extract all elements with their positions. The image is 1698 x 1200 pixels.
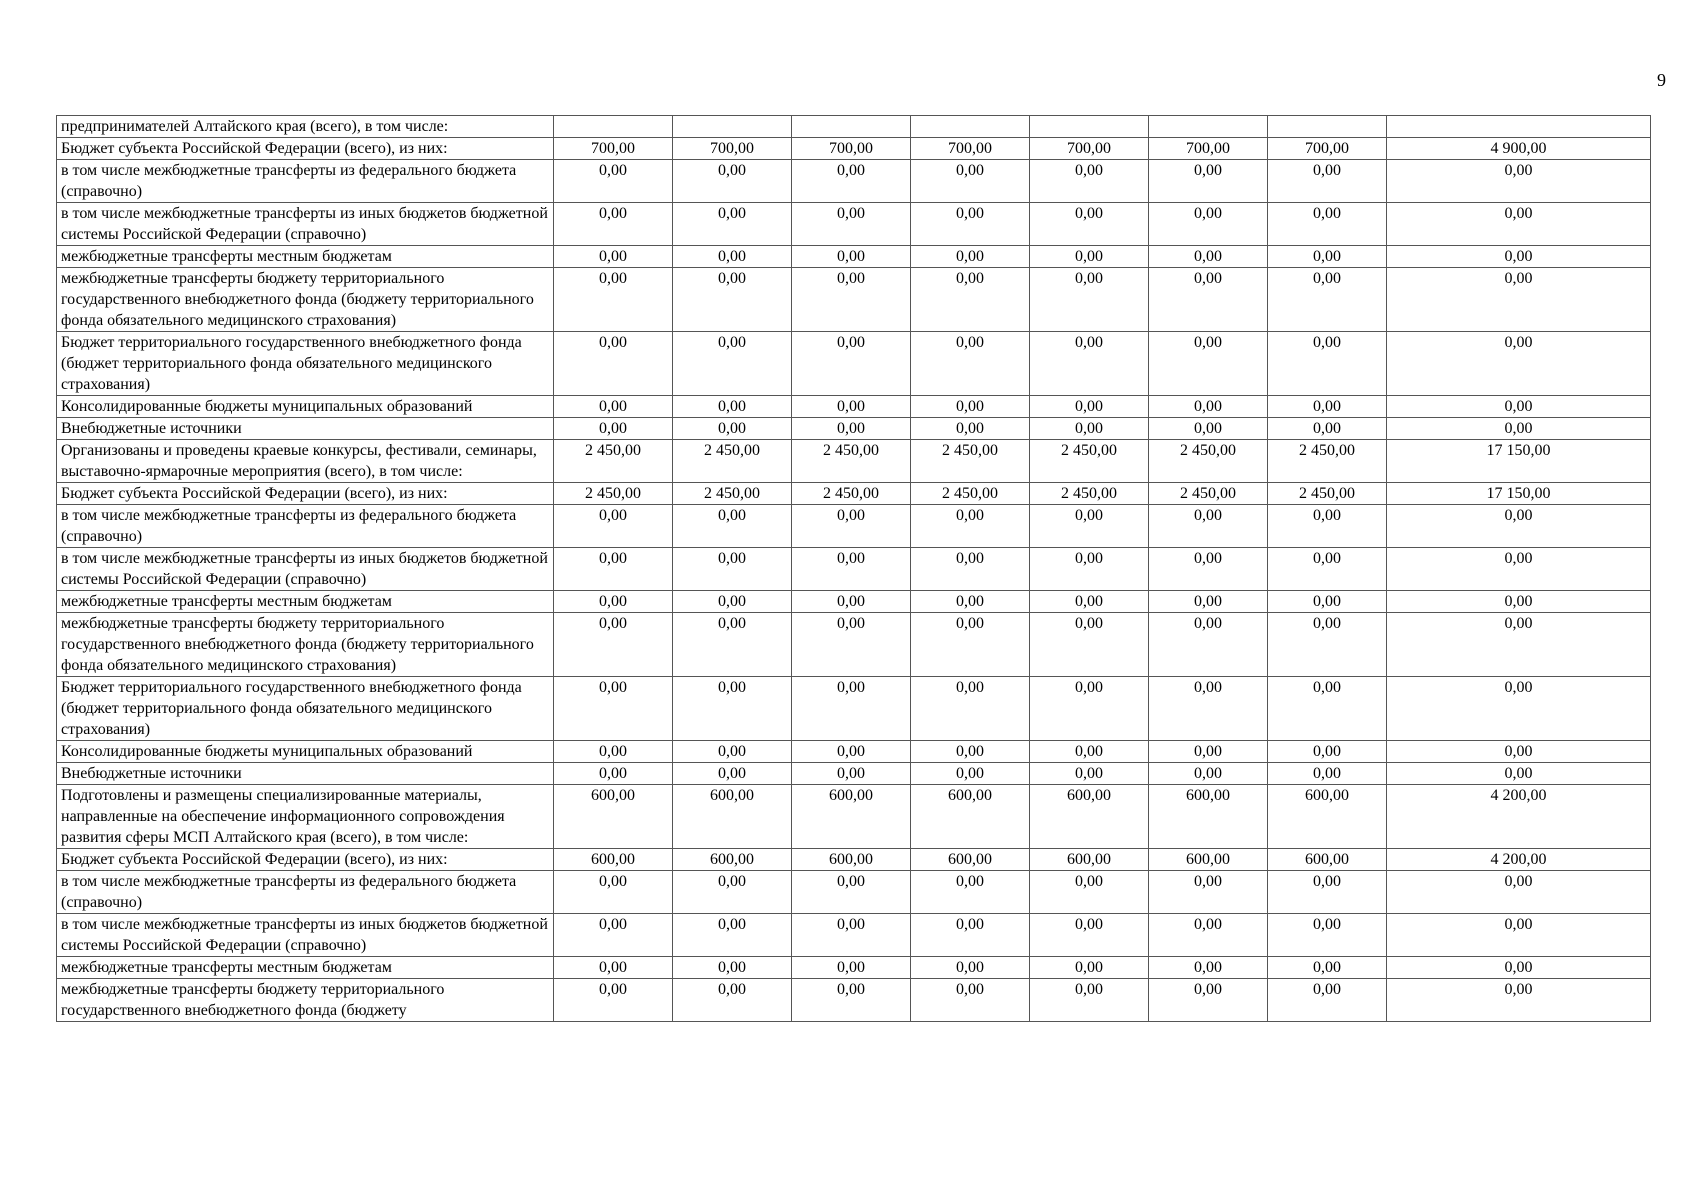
total-value-cell: 0,00 [1387, 548, 1651, 591]
table-row [57, 871, 1651, 914]
year-value-cell: 2 450,00 [792, 440, 911, 483]
table-row [57, 613, 1651, 677]
year-value-cell: 600,00 [1030, 785, 1149, 849]
year-value-cell: 0,00 [1268, 418, 1387, 440]
row-label-cell: в том числе межбюджетные трансферты из федерального бюджета (справочно) [57, 871, 554, 914]
table-row [57, 591, 1651, 613]
year-value-cell [554, 116, 673, 138]
year-value-cell: 0,00 [673, 246, 792, 268]
year-value-cell: 0,00 [554, 268, 673, 332]
total-value-cell: 0,00 [1387, 203, 1651, 246]
year-value-cell [911, 116, 1030, 138]
row-label-cell: Внебюджетные источники [57, 418, 554, 440]
year-value-cell: 0,00 [673, 591, 792, 613]
row-label-cell: Бюджет территориального государственного внебюджетного фонда (бюджет территориального фонда обязательного медицинского страхования) [57, 677, 554, 741]
year-value-cell: 600,00 [1268, 785, 1387, 849]
year-value-cell: 0,00 [911, 418, 1030, 440]
table-row [57, 677, 1651, 741]
table-row [57, 849, 1651, 871]
table-row [57, 246, 1651, 268]
year-value-cell: 600,00 [673, 785, 792, 849]
year-value-cell: 0,00 [673, 871, 792, 914]
year-value-cell: 700,00 [792, 138, 911, 160]
year-value-cell: 2 450,00 [554, 483, 673, 505]
total-value-cell: 0,00 [1387, 957, 1651, 979]
row-label-cell: Бюджет субъекта Российской Федерации (всего), из них: [57, 849, 554, 871]
year-value-cell: 0,00 [554, 914, 673, 957]
year-value-cell: 0,00 [673, 613, 792, 677]
total-value-cell: 0,00 [1387, 418, 1651, 440]
year-value-cell: 2 450,00 [1149, 440, 1268, 483]
year-value-cell: 0,00 [911, 332, 1030, 396]
year-value-cell: 0,00 [1030, 741, 1149, 763]
year-value-cell: 0,00 [792, 203, 911, 246]
year-value-cell: 0,00 [554, 979, 673, 1022]
row-label-cell: в том числе межбюджетные трансферты из иных бюджетов бюджетной системы Российской Федерации (справочно) [57, 914, 554, 957]
year-value-cell: 0,00 [911, 505, 1030, 548]
year-value-cell: 0,00 [1268, 203, 1387, 246]
year-value-cell: 0,00 [1268, 591, 1387, 613]
year-value-cell: 0,00 [1268, 763, 1387, 785]
year-value-cell: 0,00 [1268, 677, 1387, 741]
year-value-cell: 0,00 [1149, 396, 1268, 418]
year-value-cell: 0,00 [1030, 505, 1149, 548]
year-value-cell: 0,00 [1030, 979, 1149, 1022]
year-value-cell: 0,00 [911, 203, 1030, 246]
year-value-cell: 600,00 [792, 849, 911, 871]
total-value-cell: 4 200,00 [1387, 785, 1651, 849]
year-value-cell: 0,00 [792, 741, 911, 763]
table-row [57, 160, 1651, 203]
year-value-cell: 0,00 [554, 246, 673, 268]
year-value-cell: 0,00 [1030, 871, 1149, 914]
year-value-cell: 0,00 [1030, 396, 1149, 418]
year-value-cell [1268, 116, 1387, 138]
row-label-cell: Внебюджетные источники [57, 763, 554, 785]
row-label-cell: Бюджет субъекта Российской Федерации (всего), из них: [57, 483, 554, 505]
year-value-cell: 0,00 [911, 268, 1030, 332]
year-value-cell: 2 450,00 [1268, 440, 1387, 483]
year-value-cell: 0,00 [673, 548, 792, 591]
year-value-cell: 0,00 [673, 203, 792, 246]
year-value-cell: 0,00 [1149, 246, 1268, 268]
table-row [57, 957, 1651, 979]
year-value-cell: 0,00 [911, 677, 1030, 741]
year-value-cell: 600,00 [1149, 785, 1268, 849]
table-row [57, 914, 1651, 957]
page-number: 9 [1657, 70, 1666, 90]
total-value-cell: 17 150,00 [1387, 440, 1651, 483]
year-value-cell: 0,00 [911, 871, 1030, 914]
table-row [57, 268, 1651, 332]
total-value-cell: 0,00 [1387, 160, 1651, 203]
total-value-cell: 0,00 [1387, 914, 1651, 957]
year-value-cell: 0,00 [1268, 246, 1387, 268]
year-value-cell [792, 116, 911, 138]
total-value-cell: 0,00 [1387, 246, 1651, 268]
year-value-cell: 2 450,00 [673, 440, 792, 483]
year-value-cell: 0,00 [1149, 268, 1268, 332]
total-value-cell: 0,00 [1387, 505, 1651, 548]
year-value-cell: 700,00 [1030, 138, 1149, 160]
year-value-cell: 0,00 [673, 418, 792, 440]
year-value-cell: 0,00 [1268, 396, 1387, 418]
year-value-cell: 0,00 [1149, 677, 1268, 741]
year-value-cell: 0,00 [1149, 591, 1268, 613]
row-label-cell: межбюджетные трансферты бюджету территориального государственного внебюджетного фонда (бюджету территориального фонда обязательного медицинского страхования) [57, 613, 554, 677]
row-label-cell: Подготовлены и размещены специализированные материалы, направленные на обеспечение информационного сопровождения развития сферы МСП Алтайского края (всего), в том числе: [57, 785, 554, 849]
year-value-cell: 0,00 [792, 548, 911, 591]
year-value-cell: 700,00 [911, 138, 1030, 160]
year-value-cell: 0,00 [1149, 332, 1268, 396]
total-value-cell: 4 200,00 [1387, 849, 1651, 871]
row-label-cell: Организованы и проведены краевые конкурсы, фестивали, семинары, выставочно-ярмарочные мероприятия (всего), в том числе: [57, 440, 554, 483]
year-value-cell [1030, 116, 1149, 138]
year-value-cell: 0,00 [554, 203, 673, 246]
row-label-cell: в том числе межбюджетные трансферты из федерального бюджета (справочно) [57, 160, 554, 203]
year-value-cell: 0,00 [1268, 548, 1387, 591]
year-value-cell: 600,00 [554, 785, 673, 849]
year-value-cell: 0,00 [1030, 914, 1149, 957]
year-value-cell: 600,00 [673, 849, 792, 871]
total-value-cell: 17 150,00 [1387, 483, 1651, 505]
year-value-cell: 0,00 [792, 914, 911, 957]
year-value-cell: 600,00 [911, 849, 1030, 871]
year-value-cell: 0,00 [1268, 268, 1387, 332]
row-label-cell: Бюджет территориального государственного внебюджетного фонда (бюджет территориального фонда обязательного медицинского страхования) [57, 332, 554, 396]
year-value-cell: 0,00 [792, 957, 911, 979]
total-value-cell: 0,00 [1387, 268, 1651, 332]
year-value-cell: 0,00 [1030, 548, 1149, 591]
table-row [57, 332, 1651, 396]
table-row [57, 116, 1651, 138]
year-value-cell: 600,00 [911, 785, 1030, 849]
year-value-cell: 0,00 [554, 613, 673, 677]
year-value-cell: 0,00 [554, 957, 673, 979]
year-value-cell: 0,00 [1030, 763, 1149, 785]
row-label-cell: Консолидированные бюджеты муниципальных образований [57, 396, 554, 418]
row-label-cell: Бюджет субъекта Российской Федерации (всего), из них: [57, 138, 554, 160]
year-value-cell: 0,00 [554, 505, 673, 548]
row-label-cell: в том числе межбюджетные трансферты из федерального бюджета (справочно) [57, 505, 554, 548]
year-value-cell: 0,00 [1149, 160, 1268, 203]
year-value-cell: 0,00 [792, 418, 911, 440]
year-value-cell: 0,00 [792, 677, 911, 741]
year-value-cell: 0,00 [792, 591, 911, 613]
year-value-cell: 0,00 [554, 160, 673, 203]
year-value-cell: 0,00 [1268, 957, 1387, 979]
year-value-cell: 0,00 [911, 160, 1030, 203]
year-value-cell: 0,00 [911, 246, 1030, 268]
total-value-cell: 0,00 [1387, 332, 1651, 396]
year-value-cell: 0,00 [673, 763, 792, 785]
year-value-cell: 0,00 [911, 548, 1030, 591]
year-value-cell: 2 450,00 [1030, 483, 1149, 505]
year-value-cell: 0,00 [911, 741, 1030, 763]
year-value-cell: 2 450,00 [673, 483, 792, 505]
row-label-cell: межбюджетные трансферты местным бюджетам [57, 957, 554, 979]
year-value-cell: 0,00 [911, 396, 1030, 418]
table-row [57, 505, 1651, 548]
year-value-cell: 0,00 [673, 677, 792, 741]
year-value-cell: 0,00 [554, 548, 673, 591]
year-value-cell: 600,00 [1030, 849, 1149, 871]
year-value-cell: 0,00 [673, 957, 792, 979]
year-value-cell: 0,00 [1268, 871, 1387, 914]
year-value-cell: 0,00 [792, 160, 911, 203]
table-row [57, 138, 1651, 160]
row-label-cell: Консолидированные бюджеты муниципальных образований [57, 741, 554, 763]
row-label-cell: межбюджетные трансферты бюджету территориального государственного внебюджетного фонда (бюджету территориального фонда обязательного медицинского страхования) [57, 268, 554, 332]
row-label-cell: межбюджетные трансферты местным бюджетам [57, 591, 554, 613]
year-value-cell: 700,00 [554, 138, 673, 160]
year-value-cell: 0,00 [673, 332, 792, 396]
year-value-cell: 0,00 [1149, 741, 1268, 763]
total-value-cell: 4 900,00 [1387, 138, 1651, 160]
row-label-cell: в том числе межбюджетные трансферты из иных бюджетов бюджетной системы Российской Федерации (справочно) [57, 548, 554, 591]
year-value-cell: 2 450,00 [911, 483, 1030, 505]
year-value-cell: 0,00 [554, 418, 673, 440]
table-row [57, 440, 1651, 483]
year-value-cell: 0,00 [1149, 763, 1268, 785]
year-value-cell: 0,00 [1268, 613, 1387, 677]
year-value-cell: 0,00 [673, 268, 792, 332]
year-value-cell: 0,00 [1149, 979, 1268, 1022]
year-value-cell: 0,00 [673, 979, 792, 1022]
year-value-cell: 2 450,00 [911, 440, 1030, 483]
year-value-cell: 0,00 [1149, 871, 1268, 914]
year-value-cell [673, 116, 792, 138]
total-value-cell [1387, 116, 1651, 138]
table-row [57, 763, 1651, 785]
year-value-cell: 0,00 [1268, 741, 1387, 763]
year-value-cell: 0,00 [554, 741, 673, 763]
year-value-cell: 0,00 [1030, 332, 1149, 396]
total-value-cell: 0,00 [1387, 871, 1651, 914]
table-row [57, 418, 1651, 440]
total-value-cell: 0,00 [1387, 613, 1651, 677]
total-value-cell: 0,00 [1387, 396, 1651, 418]
year-value-cell: 0,00 [792, 332, 911, 396]
year-value-cell: 0,00 [911, 591, 1030, 613]
year-value-cell: 0,00 [911, 763, 1030, 785]
year-value-cell: 0,00 [1030, 613, 1149, 677]
year-value-cell: 0,00 [1268, 160, 1387, 203]
total-value-cell: 0,00 [1387, 763, 1651, 785]
row-label-cell: в том числе межбюджетные трансферты из иных бюджетов бюджетной системы Российской Федерации (справочно) [57, 203, 554, 246]
year-value-cell: 0,00 [911, 979, 1030, 1022]
year-value-cell: 0,00 [1149, 548, 1268, 591]
total-value-cell: 0,00 [1387, 741, 1651, 763]
year-value-cell: 0,00 [1030, 160, 1149, 203]
table-row [57, 396, 1651, 418]
year-value-cell: 0,00 [1149, 957, 1268, 979]
year-value-cell: 700,00 [1268, 138, 1387, 160]
row-label-cell: предпринимателей Алтайского края (всего), в том числе: [57, 116, 554, 138]
year-value-cell: 0,00 [792, 396, 911, 418]
budget-table-body [57, 116, 1651, 1022]
year-value-cell: 700,00 [673, 138, 792, 160]
budget-table [56, 115, 1651, 1022]
year-value-cell: 0,00 [1149, 914, 1268, 957]
year-value-cell: 0,00 [1030, 268, 1149, 332]
year-value-cell: 0,00 [1030, 957, 1149, 979]
total-value-cell: 0,00 [1387, 677, 1651, 741]
year-value-cell: 0,00 [1030, 246, 1149, 268]
year-value-cell: 0,00 [673, 160, 792, 203]
year-value-cell: 0,00 [1149, 203, 1268, 246]
year-value-cell: 2 450,00 [1149, 483, 1268, 505]
year-value-cell: 0,00 [911, 914, 1030, 957]
row-label-cell: межбюджетные трансферты бюджету территориального государственного внебюджетного фонда (бюджету [57, 979, 554, 1022]
year-value-cell: 0,00 [673, 505, 792, 548]
year-value-cell: 2 450,00 [1268, 483, 1387, 505]
year-value-cell: 0,00 [1030, 677, 1149, 741]
year-value-cell: 0,00 [792, 246, 911, 268]
year-value-cell: 0,00 [911, 613, 1030, 677]
year-value-cell: 0,00 [1030, 591, 1149, 613]
table-row [57, 548, 1651, 591]
table-row [57, 741, 1651, 763]
year-value-cell: 0,00 [554, 871, 673, 914]
year-value-cell: 0,00 [1149, 418, 1268, 440]
table-row [57, 203, 1651, 246]
year-value-cell: 0,00 [1268, 505, 1387, 548]
year-value-cell: 0,00 [1149, 505, 1268, 548]
year-value-cell: 0,00 [792, 505, 911, 548]
year-value-cell: 0,00 [911, 957, 1030, 979]
year-value-cell: 0,00 [792, 268, 911, 332]
total-value-cell: 0,00 [1387, 591, 1651, 613]
year-value-cell: 0,00 [1149, 613, 1268, 677]
year-value-cell: 0,00 [1268, 979, 1387, 1022]
table-row [57, 785, 1651, 849]
year-value-cell: 0,00 [792, 871, 911, 914]
year-value-cell: 600,00 [1149, 849, 1268, 871]
year-value-cell: 0,00 [792, 763, 911, 785]
year-value-cell [1149, 116, 1268, 138]
year-value-cell: 0,00 [673, 914, 792, 957]
year-value-cell: 0,00 [792, 979, 911, 1022]
year-value-cell: 700,00 [1149, 138, 1268, 160]
table-row [57, 483, 1651, 505]
row-label-cell: межбюджетные трансферты местным бюджетам [57, 246, 554, 268]
year-value-cell: 0,00 [792, 613, 911, 677]
year-value-cell: 0,00 [554, 332, 673, 396]
year-value-cell: 2 450,00 [1030, 440, 1149, 483]
year-value-cell: 0,00 [673, 396, 792, 418]
year-value-cell: 2 450,00 [792, 483, 911, 505]
year-value-cell: 0,00 [1268, 332, 1387, 396]
year-value-cell: 0,00 [554, 591, 673, 613]
year-value-cell: 0,00 [1030, 418, 1149, 440]
year-value-cell: 600,00 [1268, 849, 1387, 871]
year-value-cell: 0,00 [554, 396, 673, 418]
year-value-cell: 600,00 [792, 785, 911, 849]
total-value-cell: 0,00 [1387, 979, 1651, 1022]
year-value-cell: 2 450,00 [554, 440, 673, 483]
year-value-cell: 0,00 [554, 763, 673, 785]
year-value-cell: 600,00 [554, 849, 673, 871]
table-row [57, 979, 1651, 1022]
year-value-cell: 0,00 [673, 741, 792, 763]
year-value-cell: 0,00 [1030, 203, 1149, 246]
year-value-cell: 0,00 [1268, 914, 1387, 957]
year-value-cell: 0,00 [554, 677, 673, 741]
